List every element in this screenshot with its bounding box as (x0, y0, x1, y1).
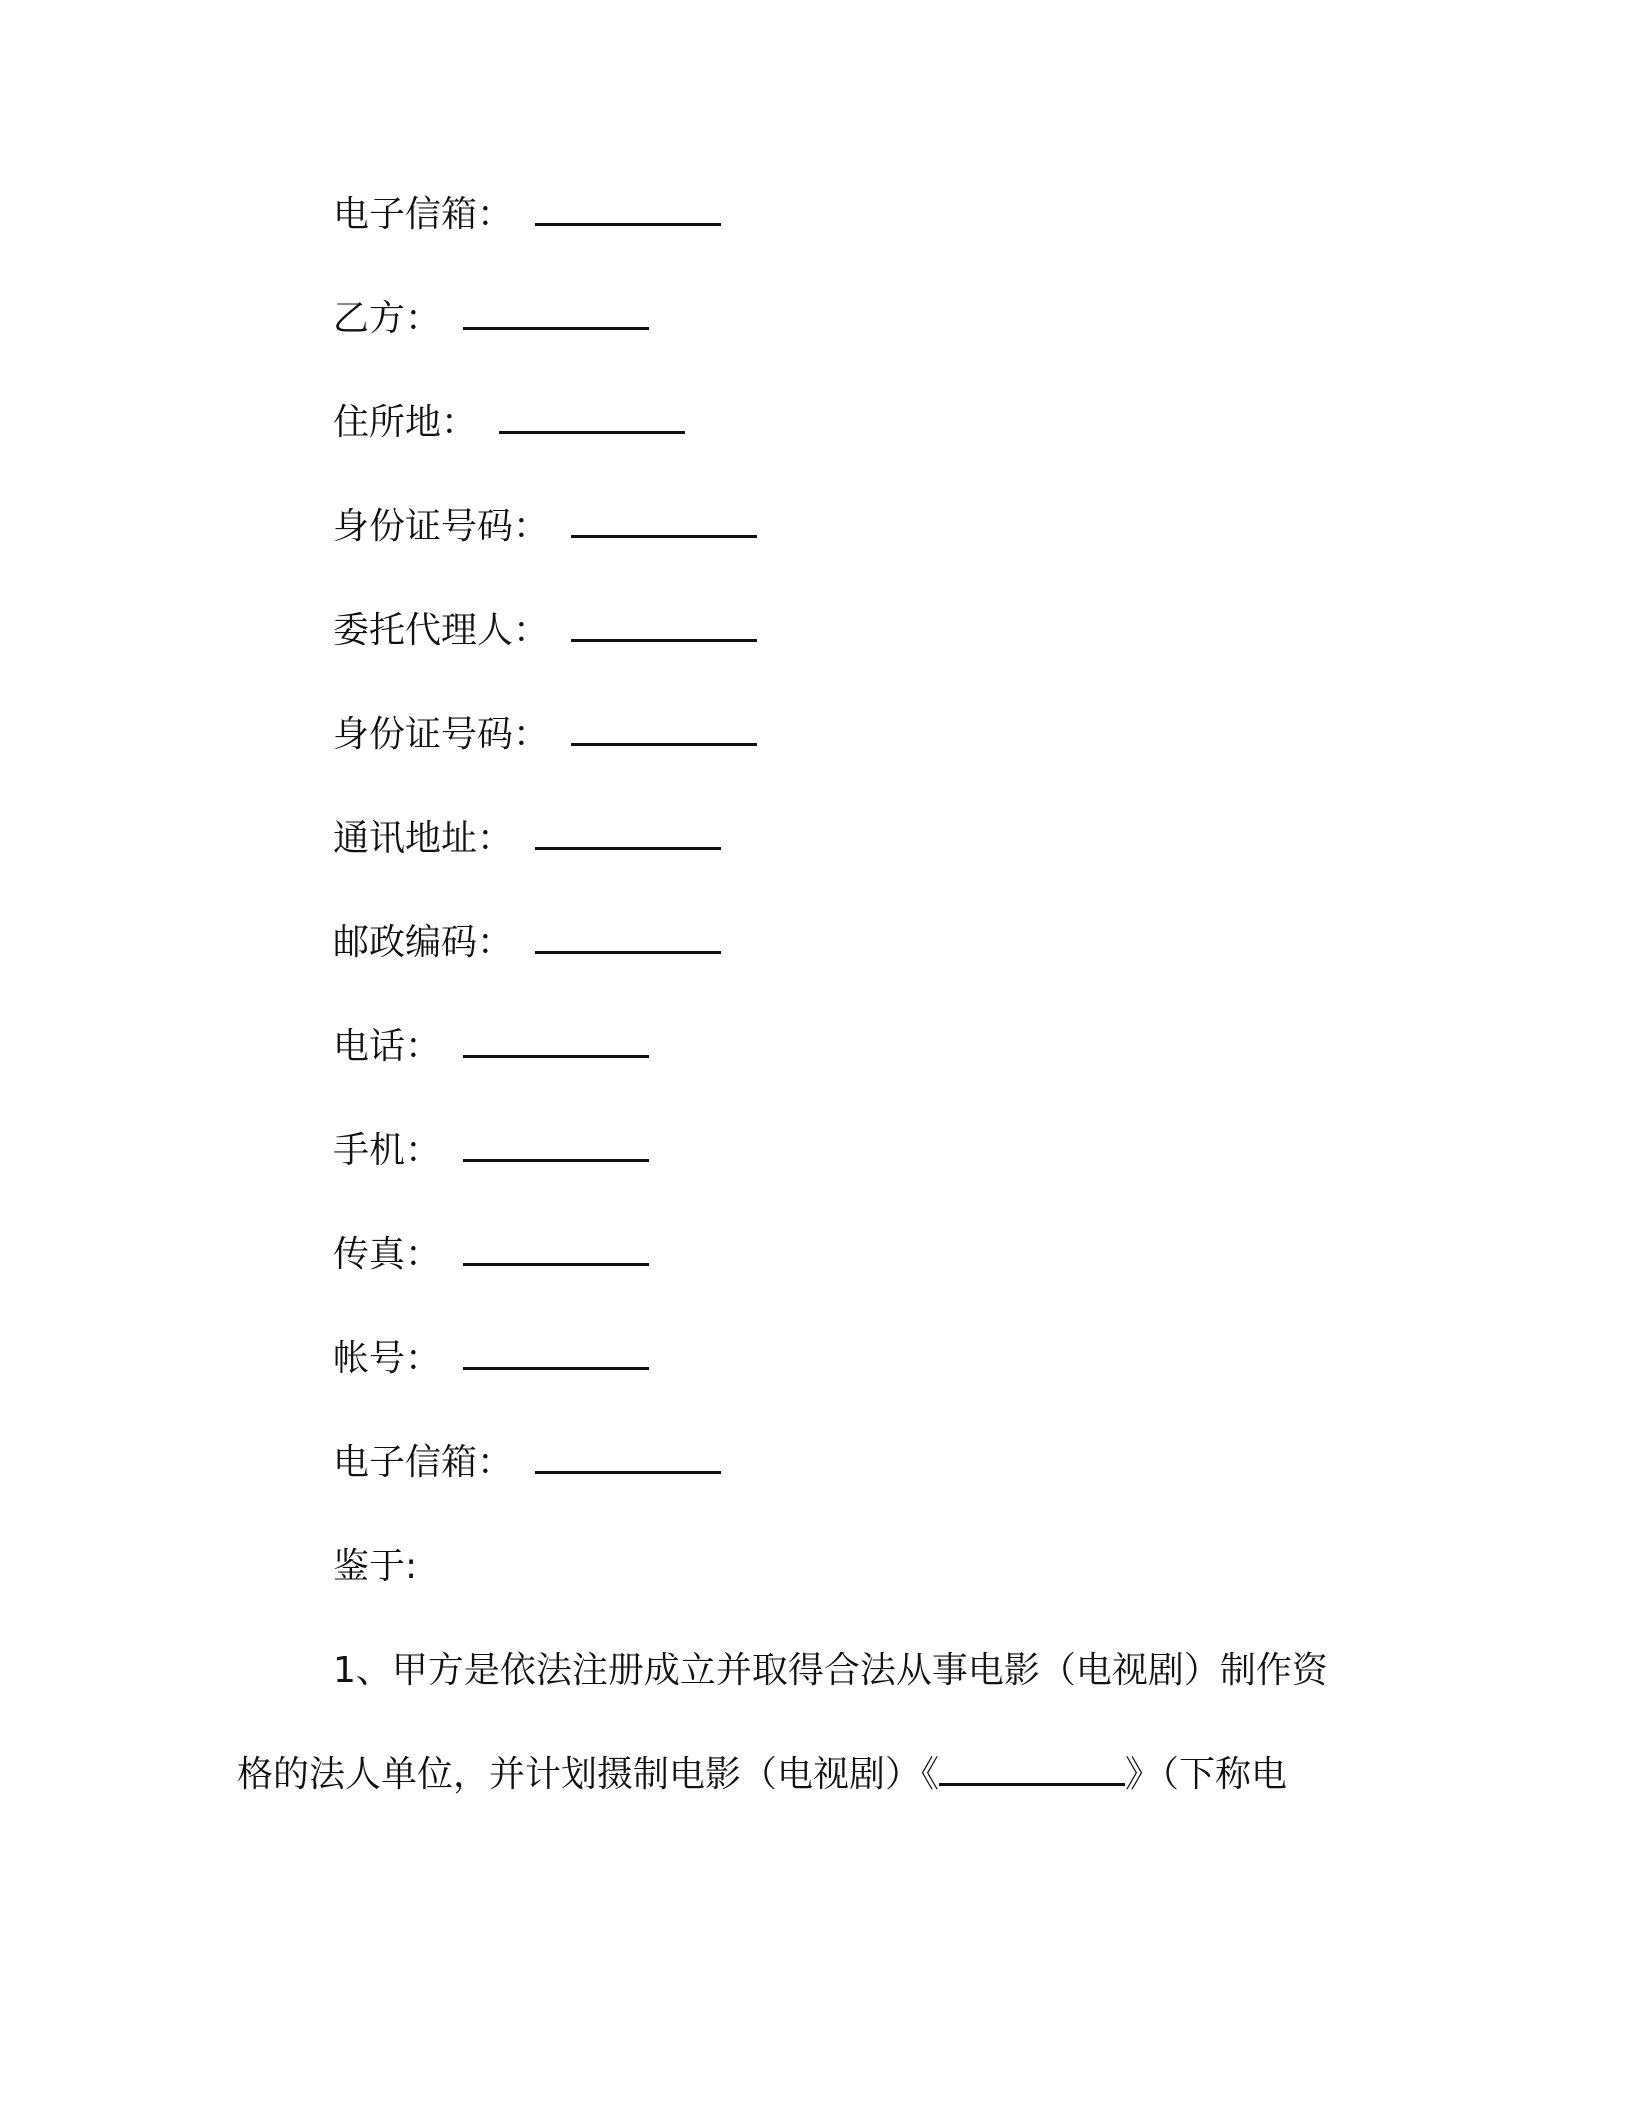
fill-blank (535, 1437, 721, 1474)
field-label: 帐号： (333, 1338, 442, 1379)
title-blank (939, 1749, 1125, 1786)
field-label: 身份证号码： (333, 506, 550, 547)
field-email-b (333, 1433, 721, 1493)
field-label: 手机： (333, 1130, 442, 1171)
field-label: 住所地： (333, 402, 478, 443)
field-id-number-agent (333, 705, 757, 765)
field-mobile (333, 1121, 649, 1181)
field-label: 身份证号码： (333, 714, 550, 755)
field-label: 委托代理人： (333, 610, 550, 651)
field-party-b (333, 289, 649, 349)
field-postal-code (333, 913, 721, 973)
whereas-label: 鉴于: (333, 1546, 418, 1587)
field-label: 电子信箱： (333, 1442, 514, 1483)
clause-1-text: 1、甲方是依法注册成立并取得合法从事电影（电视剧）制作资 (333, 1650, 1328, 1691)
field-label: 邮政编码： (333, 922, 514, 963)
field-agent (333, 601, 757, 661)
fill-blank (535, 189, 721, 226)
fill-blank (463, 1125, 649, 1162)
fill-blank (463, 1333, 649, 1370)
fill-blank (535, 917, 721, 954)
field-label: 传真： (333, 1234, 442, 1275)
field-mailing-address (333, 809, 721, 869)
fill-blank (463, 293, 649, 330)
field-label: 通讯地址： (333, 818, 514, 859)
fill-blank (571, 709, 757, 746)
field-label: 电话： (333, 1026, 442, 1067)
fill-blank (463, 1229, 649, 1266)
field-account (333, 1329, 649, 1389)
fill-blank (571, 501, 757, 538)
field-email-a (333, 185, 721, 245)
clause-1-text-after: 》（下称电 (1125, 1754, 1288, 1795)
fill-blank (499, 397, 685, 434)
field-telephone (333, 1017, 649, 1077)
clause-1-line-2 (237, 1745, 1287, 1805)
fill-blank (535, 813, 721, 850)
fill-blank (463, 1021, 649, 1058)
field-id-number-b (333, 497, 757, 557)
field-domicile (333, 393, 685, 453)
clause-1-line-1 (333, 1641, 1328, 1701)
fill-blank (571, 605, 757, 642)
clause-1-text-before: 格的法人单位，并计划摄制电影（电视剧）《 (237, 1754, 940, 1795)
whereas-heading (333, 1537, 417, 1597)
field-fax (333, 1225, 649, 1285)
field-label: 电子信箱： (333, 194, 514, 235)
field-label: 乙方： (333, 298, 442, 339)
